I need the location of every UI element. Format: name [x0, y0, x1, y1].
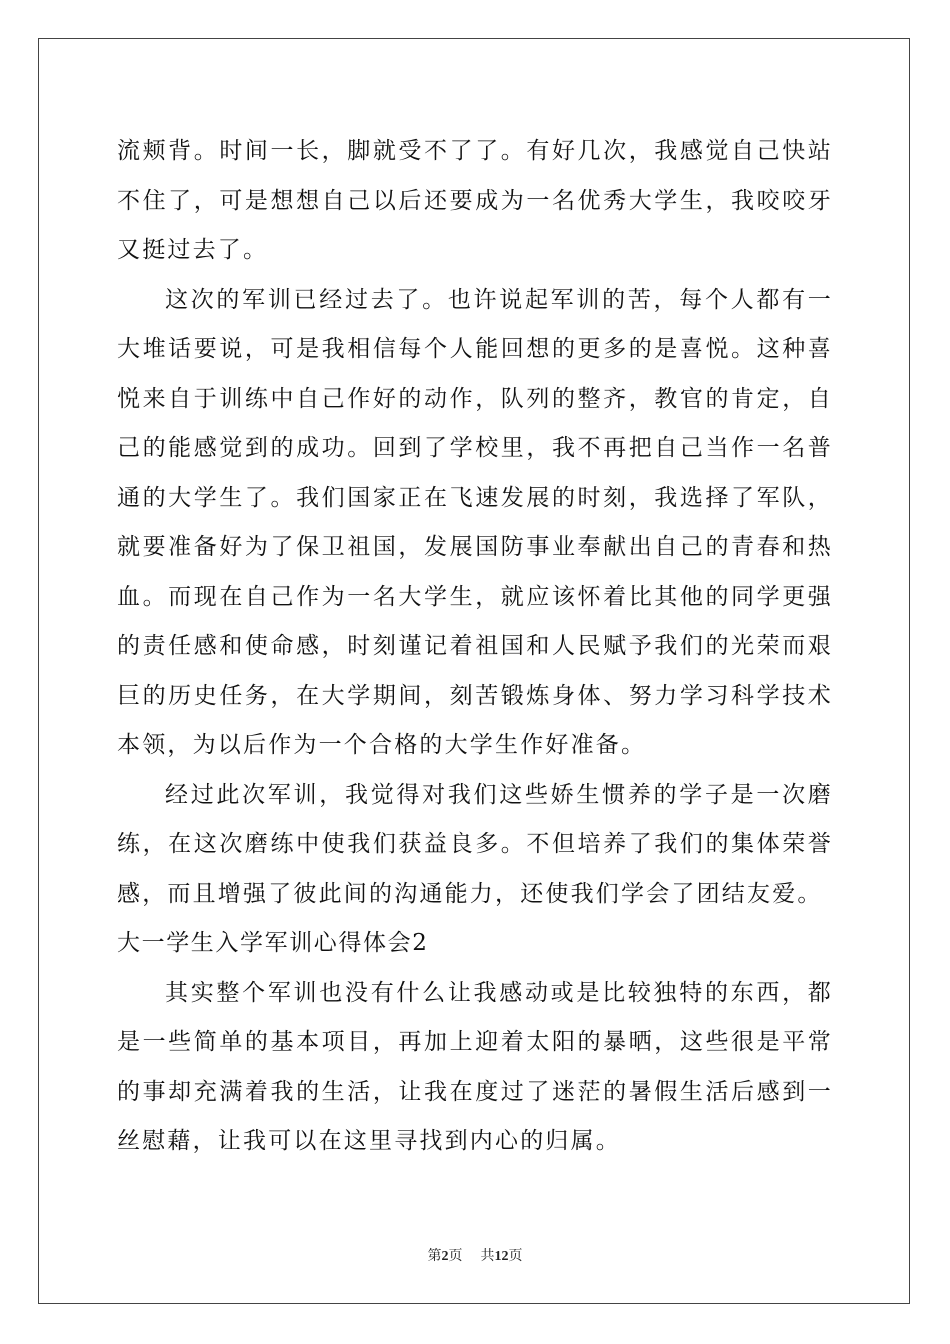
total-page-count: 12: [494, 1249, 509, 1264]
paragraph-after-training: 经过此次军训，我觉得对我们这些娇生惯养的学子是一次磨练，在这次磨练中使我们获益良多。不但培养了我们的集体荣誉感，而且增强了彼此间的沟通能力，还使我们学会了团结友爱。: [117, 781, 833, 907]
page-suffix: 页: [448, 1248, 463, 1264]
paragraph-training-over: 这次的军训已经过去了。也许说起军训的苦，每个人都有一大堆话要说，可是我相信每个人能回想的更多的是喜悦。这种喜悦来自于训练中自己作好的动作，队列的整齐，教官的肯定，自己的能感觉到的成功。回到了学校里，我不再把自己当作一名普通的大学生了。我们国家正在飞速发展的时刻，我选择了军队，就要准备好为了保卫祖国，发展国防事业奉献出自己的青春和热血。而现在自己作为一名大学生，就应该怀着比其他的同学更强的责任感和使命感，时刻谨记着祖国和人民赋予我们的光荣而艰巨的历史任务，在大学期间，刻苦锻炼身体、努力学习科学技术本领，为以后作为一个合格的大学生作好准备。: [117, 286, 833, 758]
document-body: [117, 127, 833, 1167]
paragraph-section-2: 其实整个军训也没有什么让我感动或是比较独特的东西，都是一些简单的基本项目，再加上迎着太阳的暴晒，这些很是平常的事却充满着我的生活，让我在度过了迷茫的暑假生活后感到一丝慰藉，让我可以在这里寻找到内心的归属。: [117, 979, 833, 1154]
paragraph-continuation: 流颊背。时间一长，脚就受不了了。有好几次，我感觉自己快站不住了，可是想想自己以后还要成为一名优秀大学生，我咬咬牙又挺过去了。: [117, 138, 833, 263]
section-heading: 大一学生入学军训心得体会2: [117, 930, 429, 956]
current-page-number: 2: [441, 1249, 449, 1264]
total-suffix: 页: [508, 1248, 523, 1264]
page-prefix: 第: [427, 1248, 442, 1264]
page-footer: [0, 1245, 950, 1265]
total-prefix: 共: [480, 1248, 495, 1264]
